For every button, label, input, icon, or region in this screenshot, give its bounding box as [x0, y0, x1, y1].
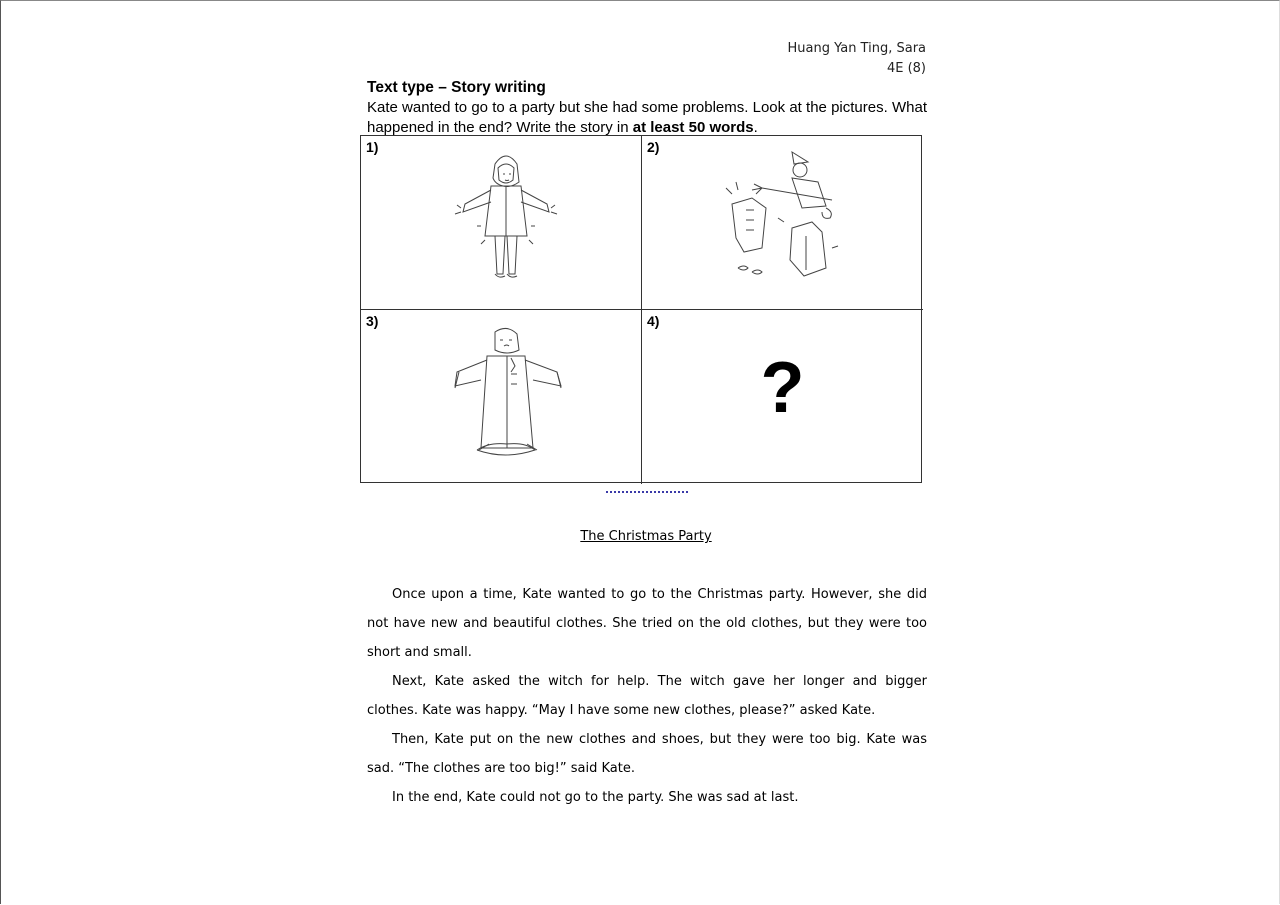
picture-cell-1 [361, 136, 642, 310]
girl-big-clothes-icon [451, 326, 566, 466]
student-class: 4E (8) [886, 61, 926, 76]
picture-number-3: 3) [366, 313, 379, 329]
task-instructions [367, 98, 927, 138]
story-paragraph-4: In the end, Kate could not go to the party. She was sad at last. [392, 790, 799, 805]
story-title: The Christmas Party [580, 529, 712, 544]
picture-cell-2 [642, 136, 923, 310]
picture-number-2: 2) [647, 139, 660, 155]
picture-number-1: 1) [366, 139, 379, 155]
story-paragraph-2: Next, Kate asked the witch for help. The witch gave her longer and bigger clothes. Kate was happy. “May I have some new clothes, please?” asked Kate. [367, 674, 927, 718]
task-heading: Text type – Story writing [367, 79, 546, 96]
picture-cell-4 [642, 310, 923, 484]
story-paragraph-1: Once upon a time, Kate wanted to go to the Christmas party. However, she did not have new and beautiful clothes. She tried on the old clothes, but they were too short and small. [367, 587, 927, 660]
instructions-end: . [753, 119, 758, 136]
picture-number-4: 4) [647, 313, 660, 329]
instructions-word-count: at least 50 words [632, 119, 754, 136]
question-mark-icon: ? [760, 348, 805, 428]
picture-cell-3 [361, 310, 642, 484]
instructions-text: Kate wanted to go to a party but she had some problems. Look at the pictures. What happened in the end? Write the story in [367, 99, 927, 136]
picture-grid [360, 135, 922, 483]
witch-with-clothes-icon [722, 148, 852, 293]
story-body [367, 580, 927, 812]
girl-small-clothes-icon [451, 146, 561, 286]
dotted-separator [606, 491, 688, 493]
student-name: Huang Yan Ting, Sara [787, 41, 926, 56]
story-paragraph-3: Then, Kate put on the new clothes and shoes, but they were too big. Kate was sad. “The clothes are too big!” said Kate. [367, 732, 927, 776]
